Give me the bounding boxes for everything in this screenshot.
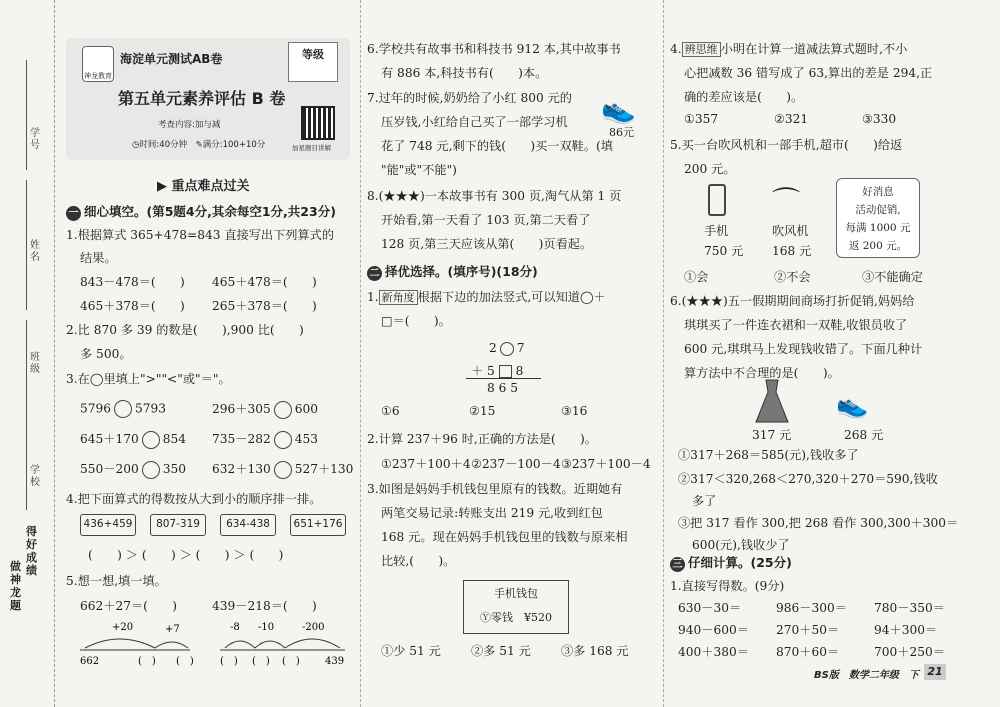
q6-text: 有 886 本,科技书有( )本。 (381, 66, 548, 80)
compare-row: 550－200 350 (80, 460, 186, 479)
test-score: 满分:100+10分 (202, 140, 266, 150)
q1-item: 465＋478＝( ) (212, 275, 317, 289)
option[interactable]: ③多 168 元 (561, 644, 629, 658)
svg-text:( ): ( ) (252, 656, 270, 667)
section-number: 二 (367, 266, 382, 281)
expression-card: 436+459 (80, 514, 136, 536)
margin-motto-2: 做神龙题 (10, 560, 21, 612)
option[interactable]: ③把 317 看作 300,把 268 看作 300,300＋300＝ (678, 516, 959, 530)
margin-line (26, 60, 27, 170)
section-banner: ▶ 重点难点过关 (157, 179, 250, 194)
phone-label: 手机 (704, 224, 729, 238)
expression-card: 807-319 (150, 514, 206, 536)
option[interactable]: ①357 (684, 112, 719, 126)
option-cont: 多了 (692, 494, 717, 508)
start-label: 662 (80, 656, 100, 667)
q1-item: 843－478＝( ) (80, 275, 185, 289)
q5-item: 662＋27＝( ) (80, 599, 178, 613)
test-time: 时间:40分钟 (139, 140, 188, 150)
c3-q6-text: 琪琪买了一件连衣裙和一双鞋,收银员收了 (684, 318, 908, 332)
q11-text: 两笔交易记录:转账支出 219 元,收到红包 (381, 506, 603, 520)
option[interactable]: ②不会 (774, 270, 811, 284)
shoes-price: 268 元 (844, 428, 884, 442)
q7-text: "能"或"不能") (381, 163, 457, 177)
c3-q6-text: 600 元,琪琪马上发现钱收错了。下面几种计 (684, 342, 923, 356)
q1-text: 1.根据算式 365+478=843 直接写出下列算式的 (66, 228, 335, 242)
calc-item[interactable]: 400＋380＝ (678, 645, 749, 659)
c3-q4-text: 确的差应该是( )。 (684, 90, 804, 104)
sneakers-icon: 👟 (836, 390, 869, 420)
grade-box (288, 42, 338, 82)
promo-sign: 好消息 活动促销, 每满 1000 元 返 200 元。 (836, 178, 920, 258)
phone-price: 750 元 (704, 244, 744, 258)
svg-text:( ): ( ) (138, 656, 156, 667)
step-label: -200 (302, 622, 325, 633)
margin-label-school: 学校 (30, 465, 40, 488)
option[interactable]: ③330 (862, 112, 897, 126)
vertical-row: 2 7 (489, 341, 525, 355)
q7-text: 7.过年的时候,奶奶给了小红 800 元的 (367, 91, 572, 105)
c3-q5-text: 5.买一台吹风机和一部手机,超市( )给返 (670, 138, 903, 152)
expression-card: 651+176 (290, 514, 346, 536)
q9-tag: 新角度 (379, 290, 418, 305)
q4-text: 4.把下面算式的得数按从大到小的顺序排一排。 (66, 492, 322, 506)
option[interactable]: ①会 (684, 270, 709, 284)
answer-blank[interactable]: ( ) ＞ ( ) ＞ ( ) ＞ ( ) (88, 548, 284, 562)
digit-square[interactable] (499, 365, 512, 378)
section-2-heading (367, 262, 538, 281)
q9-text: □＝( )。 (381, 314, 451, 328)
calc-item[interactable]: 870＋60＝ (776, 645, 840, 659)
expression-card: 634-438 (220, 514, 276, 536)
calc-item[interactable]: 94＋300＝ (874, 623, 938, 637)
option[interactable]: ③不能确定 (862, 270, 923, 284)
q8-text: 开始看,第一天看了 103 页,第二天看了 (381, 213, 591, 227)
calc-item[interactable]: 700＋250＝ (874, 645, 945, 659)
option[interactable]: ②237－100－4 (471, 457, 561, 471)
calc-item[interactable]: 270＋50＝ (776, 623, 840, 637)
yen-icon: Ⓨ (480, 611, 491, 624)
end-label: 439 (325, 656, 345, 667)
sum-line (466, 378, 541, 379)
wallet-label: 零钱 (491, 611, 513, 624)
dryer-price: 168 元 (772, 244, 812, 258)
option[interactable]: ②321 (774, 112, 809, 126)
compare-row: 632＋130 527＋130 (212, 460, 353, 479)
q1-item: 465＋378＝( ) (80, 299, 185, 313)
option[interactable]: ③16 (561, 404, 588, 418)
margin-motto: 得好成绩 (26, 525, 37, 577)
section-1-title: 细心填空。(第5题4分,其余每空1分,共23分) (84, 204, 336, 219)
calc-item[interactable]: 780－350＝ (874, 601, 945, 615)
option[interactable]: ②15 (469, 404, 496, 418)
section-3-heading (670, 553, 792, 572)
vertical-result: 8 6 5 (487, 381, 519, 395)
phone-wallet (463, 580, 569, 634)
svg-text:( ): ( ) (282, 656, 300, 667)
dress-icon (752, 378, 792, 424)
test-header (66, 38, 350, 160)
margin-label-class: 班级 (30, 352, 40, 375)
column-left (62, 0, 352, 707)
margin-label-id: 学号 (30, 128, 40, 151)
compare-row: 296＋305 600 (212, 400, 318, 419)
step-label: -8 (230, 622, 240, 633)
section-2-title: 择优选择。(填序号)(18分) (385, 264, 538, 279)
q6-text: 6.学校共有故事书和科技书 912 本,其中故事书 (367, 42, 621, 56)
q7-text: 花了 748 元,剩下的钱( )买一双鞋。(填 (381, 139, 613, 153)
step-label: +20 (112, 622, 134, 633)
compare-circle[interactable] (142, 431, 160, 449)
test-meta (132, 138, 265, 150)
brand-name: 海淀单元测试AB卷 (120, 52, 223, 66)
option[interactable]: ③237＋100－4 (561, 457, 651, 471)
shoes-icon: 👟 (601, 92, 636, 125)
page-number: 21 (924, 664, 946, 680)
compare-row: 5796 5793 (80, 400, 166, 418)
vertical-row: ＋ 5 8 (471, 364, 524, 378)
c3-q4-text: 心把减数 36 错写成了 63,算出的差是 294,正 (684, 66, 933, 80)
q1-item: 265＋378＝( ) (212, 299, 317, 313)
digit-circle[interactable] (500, 342, 514, 356)
q7-text: 压岁钱,小红给自己买了一部学习机 (381, 115, 568, 129)
dryer-label: 吹风机 (772, 224, 809, 238)
q5-text: 5.想一想,填一填。 (66, 574, 167, 588)
c3-q6-text: 算方法中不合理的是( )。 (684, 366, 840, 380)
q1-text: 结果。 (80, 251, 117, 265)
wallet-title: 手机钱包 (494, 587, 538, 600)
hair-dryer-icon: ⌒ (772, 185, 801, 218)
section-number: 三 (670, 557, 685, 572)
q5-item: 439－218＝( ) (212, 599, 317, 613)
compare-circle[interactable] (142, 461, 160, 479)
test-scope: 考查内容:加与减 (158, 120, 221, 130)
binding-margin (0, 0, 55, 707)
compare-circle[interactable] (274, 401, 292, 419)
step-label: +7 (165, 624, 180, 635)
q3-text: 3.在◯里填上">""<"或"＝"。 (66, 372, 231, 386)
compare-circle[interactable] (274, 461, 292, 479)
q11-text: 比较,( )。 (381, 554, 456, 568)
page-title: 第五单元素养评估 B 卷 (118, 89, 286, 108)
column-right (663, 0, 963, 707)
q8-text: 8.(★★★)一本故事书有 300 页,淘气从第 1 页 (367, 189, 622, 203)
q9-text: 1. 新角度 根据下边的加法竖式,可以知道◯＋ (367, 290, 606, 304)
option[interactable]: ①317＋268＝585(元),钱收多了 (678, 448, 859, 462)
c3-q4-text: 4. 辨思维 小明在计算一道减法算式题时,不小 (670, 42, 908, 56)
option[interactable]: ①237＋100＋4 (381, 457, 471, 471)
option[interactable]: ①少 51 元 (381, 644, 441, 658)
q8-text: 128 页,第三天应该从第( )页看起。 (381, 237, 593, 251)
compare-row: 735－282 453 (212, 430, 318, 449)
score-icon: ✎ (195, 140, 203, 150)
q11-text: 3.如图是妈妈手机钱包里原有的钱数。近期她有 (367, 482, 623, 496)
qr-label: 加星题目讲解 (292, 144, 331, 152)
compare-circle[interactable] (274, 431, 292, 449)
section-1-heading (66, 202, 336, 221)
compare-row: 645＋170 854 (80, 430, 186, 449)
margin-line (26, 180, 27, 310)
q2-text: 多 500。 (80, 347, 132, 361)
clock-icon: ◷ (132, 140, 140, 150)
margin-label-name: 姓名 (30, 240, 40, 263)
calc-item[interactable]: 940－600＝ (678, 623, 749, 637)
calc-item[interactable]: 986－300＝ (776, 601, 847, 615)
svg-text:( ): ( ) (220, 656, 238, 667)
section-3-title: 仔细计算。(25分) (688, 555, 792, 570)
section-number: 一 (66, 206, 81, 221)
column-middle (360, 0, 655, 707)
dress-price: 317 元 (752, 428, 792, 442)
margin-line (26, 440, 27, 510)
banner-text: 重点难点过关 (171, 179, 250, 194)
margin-line (26, 320, 27, 440)
phone-icon (708, 184, 726, 216)
svg-text:( ): ( ) (176, 656, 194, 667)
calc-item[interactable]: 630－30＝ (678, 601, 742, 615)
option[interactable]: ②317＜320,268＜270,320＋270＝590,钱收 (678, 472, 938, 486)
wallet-amount: ¥520 (524, 611, 552, 624)
shoes-price: 86元 (609, 126, 634, 139)
c3-q6-text: 6.(★★★)五一假期期间商场打折促销,妈妈给 (670, 294, 915, 308)
compare-circle[interactable] (114, 400, 132, 418)
grade-label: 等级 (302, 48, 324, 61)
brand-logo: 神龙教育 (82, 46, 114, 82)
option[interactable]: ①6 (381, 404, 400, 418)
number-line-diagram (80, 618, 350, 667)
calc-text: 1.直接写得数。(9分) (670, 579, 785, 593)
option-cont: 600(元),钱收少了 (692, 538, 790, 552)
q2-text: 2.比 870 多 39 的数是( ),900 比( ) (66, 323, 304, 337)
option[interactable]: ②多 51 元 (471, 644, 531, 658)
edition-label: BS版 数学二年级 下 (814, 670, 919, 681)
q10-text: 2.计算 237＋96 时,正确的方法是( )。 (367, 432, 597, 446)
step-label: -10 (258, 622, 275, 633)
qr-code[interactable] (301, 106, 335, 140)
c3-q4-tag: 辨思维 (682, 42, 721, 57)
c3-q5-text: 200 元。 (684, 162, 736, 176)
q11-text: 168 元。现在妈妈手机钱包里的钱数与原来相 (381, 530, 628, 544)
